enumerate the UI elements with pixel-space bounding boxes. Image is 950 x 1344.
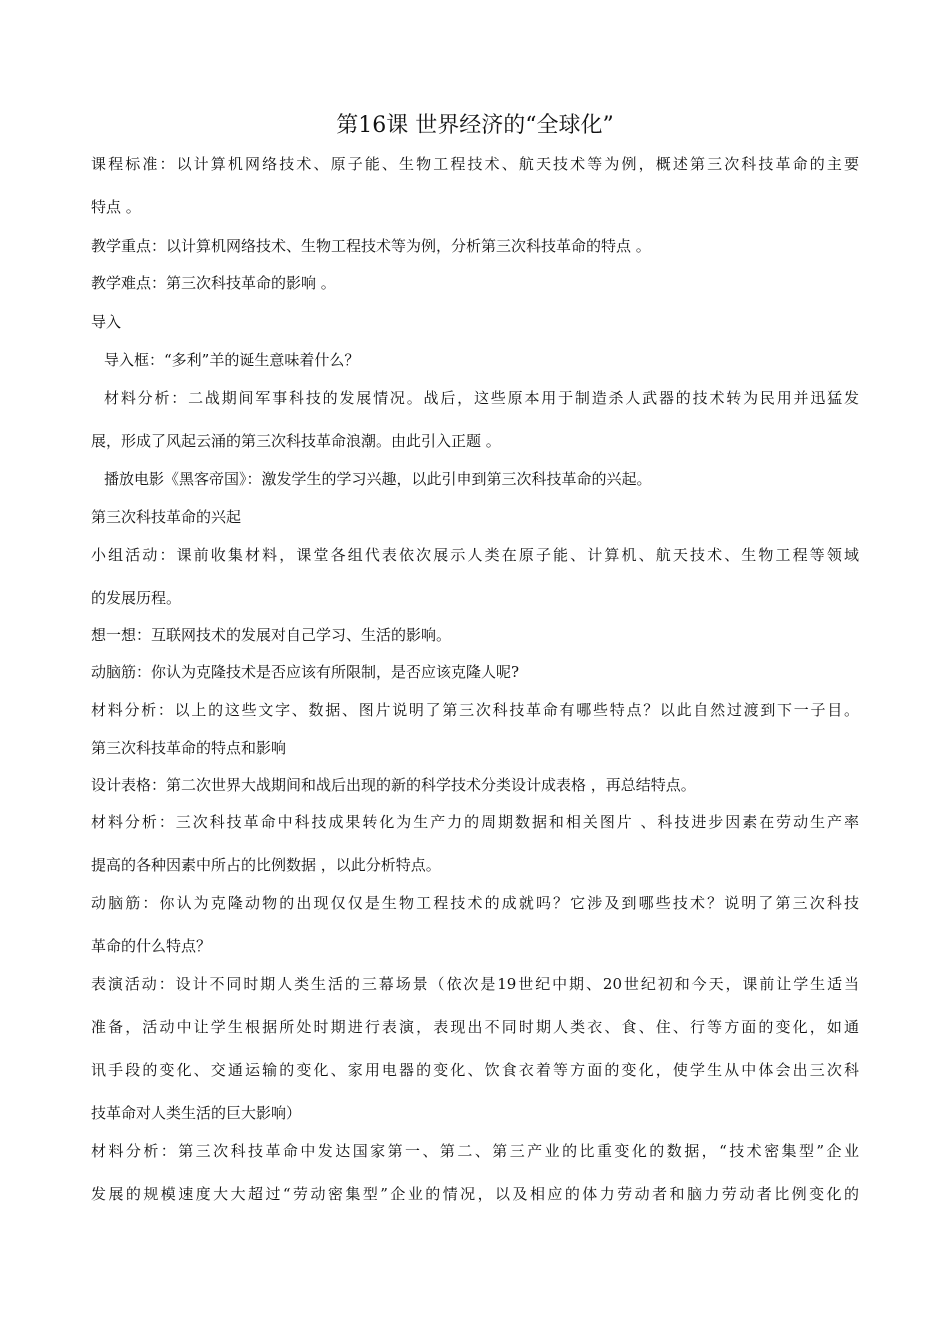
material-analysis-4-line-1: 材料分析：第三次科技革命中发达国家第一、第二、第三产业的比重变化的数据，“技术密集型”企业 — [91, 1142, 859, 1160]
brainstorm-2-line-1: 动脑筋：你认为克隆动物的出现仅仅是生物工程技术的成就吗？它涉及到哪些技术？说明了第三次科技 — [91, 894, 859, 912]
section-heading-features: 第三次科技革命的特点和影响 — [91, 739, 287, 757]
brainstorm-2-line-2: 革命的什么特点？ — [91, 937, 212, 955]
material-analysis-4-line-2: 发展的规模速度大大超过“劳动密集型”企业的情况，以及相应的体力劳动者和脑力劳动者比例变化的 — [91, 1185, 859, 1203]
material-analysis-2: 材料分析：以上的这些文字、数据、图片说明了第三次科技革命有哪些特点？以此自然过渡到下一子目。 — [91, 701, 859, 719]
teaching-focus: 教学重点：以计算机网络技术、生物工程技术等为例，分析第三次科技革命的特点 。 — [91, 237, 651, 255]
performance-activity-line-1: 表演活动：设计不同时期人类生活的三幕场景（依次是19世纪中期、20世纪初和今天，课前让学生适当 — [91, 975, 859, 993]
think-about-it: 想一想：互联网技术的发展对自己学习、生活的影响。 — [91, 626, 452, 644]
lesson-title: 第16课 世界经济的“全球化” — [336, 113, 614, 138]
performance-activity-line-2: 准备，活动中让学生根据所处时期进行表演，表现出不同时期人类衣、食、住、行等方面的变化，如通 — [91, 1018, 859, 1036]
material-analysis-3-line-1: 材料分析：三次科技革命中科技成果转化为生产力的周期数据和相关图片 、科技进步因素在劳动生产率 — [91, 813, 859, 831]
section-heading-intro: 导入 — [91, 313, 122, 331]
design-table: 设计表格：第二次世界大战期间和战后出现的新的科学技术分类设计成表格 ，再总结特点。 — [91, 776, 696, 794]
group-activity-line-2: 的发展历程。 — [91, 589, 182, 607]
movie-activity: 播放电影《黑客帝国》：激发学生的学习兴趣，以此引申到第三次科技革命的兴起。 — [104, 470, 652, 488]
material-analysis-1-line-2: 展，形成了风起云涌的第三次科技革命浪潮。由此引入正题 。 — [91, 432, 501, 450]
intro-box: 导入框：“多利”羊的诞生意味着什么？ — [104, 351, 360, 369]
teaching-difficulty: 教学难点：第三次科技革命的影响 。 — [91, 274, 336, 292]
material-analysis-3-line-2: 提高的各种因素中所占的比例数据 ，以此分析特点。 — [91, 856, 441, 874]
performance-activity-line-4: 技革命对人类生活的巨大影响） — [91, 1104, 302, 1122]
course-standard-line-2: 特点 。 — [91, 198, 141, 216]
section-heading-rise: 第三次科技革命的兴起 — [91, 508, 242, 526]
brainstorm-1: 动脑筋：你认为克隆技术是否应该有所限制，是否应该克隆人呢? — [91, 663, 520, 681]
performance-activity-line-3: 讯手段的变化、交通运输的变化、家用电器的变化、饮食衣着等方面的变化，使学生从中体会出三次科 — [91, 1061, 859, 1079]
material-analysis-1-line-1: 材料分析：二战期间军事科技的发展情况。战后，这些原本用于制造杀人武器的技术转为民用并迅猛发 — [104, 389, 859, 407]
course-standard-line-1: 课程标准：以计算机网络技术、原子能、生物工程技术、航天技术等为例，概述第三次科技革命的主要 — [91, 155, 859, 173]
group-activity-line-1: 小组活动：课前收集材料，课堂各组代表依次展示人类在原子能、计算机、航天技术、生物工程等领域 — [91, 546, 859, 564]
